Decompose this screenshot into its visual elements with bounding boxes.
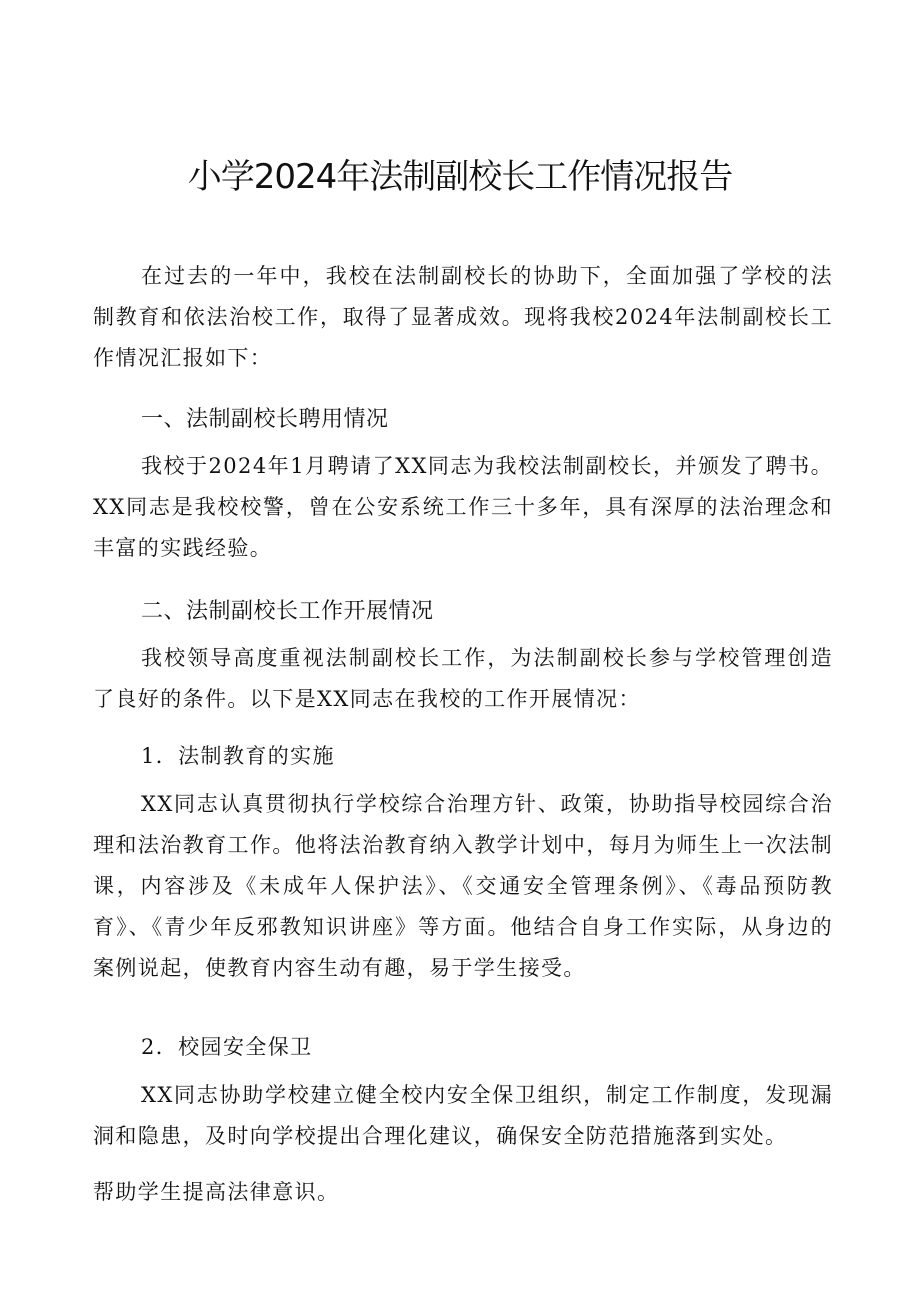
section-1-paragraph: 我校于2024年1月聘请了XX同志为我校法制副校长，并颁发了聘书。XX同志是我校校警，曾在公安系统工作三十多年，具有深厚的法治理念和丰富的实践经验。: [93, 454, 833, 560]
subsection-2-paragraph: XX同志协助学校建立健全校内安全保卫组织，制定工作制度，发现漏洞和隐患，及时向学校提出合理化建议，确保安全防范措施落到实处。: [93, 1083, 833, 1148]
subsection-1-heading: 1．法制教育的实施: [141, 744, 335, 768]
section-2-paragraph: 我校领导高度重视法制副校长工作，为法制副校长参与学校管理创造了良好的条件。以下是XX同志在我校的工作开展情况：: [93, 646, 833, 711]
section-2-heading: 二、法制副校长工作开展情况: [141, 599, 434, 624]
subsection-1-paragraph: XX同志认真贯彻执行学校综合治理方针、政策，协助指导校园综合治理和法治教育工作。他将法治教育纳入教学计划中，每月为师生上一次法制课，内容涉及《未成年人保护法》、《交通安全管理条例》、《毒品预防教育》、《青少年反邪教知识讲座》等方面。他结合自身工作实际，从身边的案例说起，使教育内容生动有趣，易于学生接受。: [93, 792, 833, 980]
document-title: 小学2024年法制副校长工作情况报告: [187, 157, 733, 197]
section-1-heading: 一、法制副校长聘用情况: [141, 407, 389, 432]
trailing-line: 帮助学生提高法律意识。: [93, 1180, 340, 1204]
subsection-2-heading: 2．校园安全保卫: [141, 1035, 313, 1059]
intro-paragraph: 在过去的一年中，我校在法制副校长的协助下，全面加强了学校的法制教育和依法治校工作，取得了显著成效。现将我校2024年法制副校长工作情况汇报如下：: [93, 264, 833, 370]
